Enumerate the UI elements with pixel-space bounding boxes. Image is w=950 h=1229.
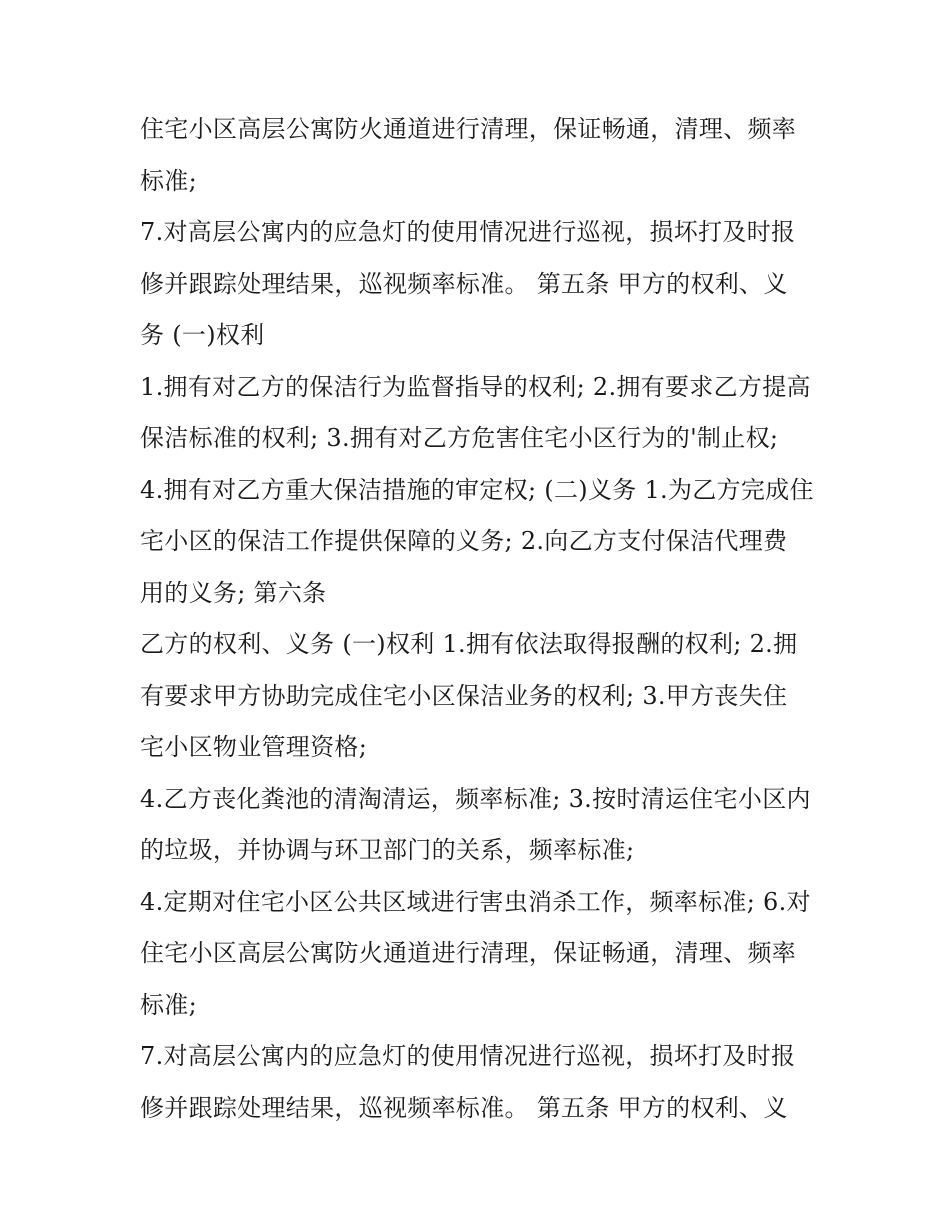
text-line: 标准;	[140, 166, 197, 195]
text-line: 住宅小区高层公寓防火通道进行清理，保证畅通，清理、频率	[140, 115, 797, 143]
text-line: 务 (一)权利	[140, 321, 265, 349]
text-line: 的垃圾，并协调与环卫部门的关系，频率标准;	[140, 836, 635, 864]
text-line: 4.拥有对乙方重大保洁措施的审定权; (二)义务 1.为乙方完成住	[140, 475, 814, 504]
text-line: 4.乙方丧化粪池的清淘清运，频率标准; 3.按时清运住宅小区内	[140, 784, 811, 813]
text-line: 修并跟踪处理结果，巡视频率标准。 第五条 甲方的权利、义	[140, 1093, 788, 1122]
text-line: 用的义务; 第六条	[140, 578, 327, 607]
text-line: 住宅小区高层公寓防火通道进行清理，保证畅通，清理、频率	[140, 939, 797, 967]
text-line: 宅小区物业管理资格;	[140, 733, 368, 761]
text-line: 1.拥有对乙方的保洁行为监督指导的权利; 2.拥有要求乙方提高	[140, 372, 811, 401]
text-line: 标准;	[140, 990, 197, 1019]
text-line: 4.定期对住宅小区公共区域进行害虫消杀工作，频率标准; 6.对	[140, 887, 811, 916]
text-line: 保洁标准的权利; 3.拥有对乙方危害住宅小区行为的'制止权;	[140, 424, 779, 452]
text-line: 7.对高层公寓内的应急灯的使用情况进行巡视，损坏打及时报	[140, 218, 796, 246]
text-line: 宅小区的保洁工作提供保障的义务; 2.向乙方支付保洁代理费	[140, 527, 788, 555]
text-line: 7.对高层公寓内的应急灯的使用情况进行巡视，损坏打及时报	[140, 1042, 796, 1070]
text-line: 有要求甲方协助完成住宅小区保洁业务的权利; 3.甲方丧失住	[140, 681, 788, 710]
document-body	[140, 104, 820, 1134]
text-line: 修并跟踪处理结果，巡视频率标准。 第五条 甲方的权利、义	[140, 269, 788, 298]
text-line: 乙方的权利、义务 (一)权利 1.拥有依法取得报酬的权利; 2.拥	[140, 630, 798, 658]
